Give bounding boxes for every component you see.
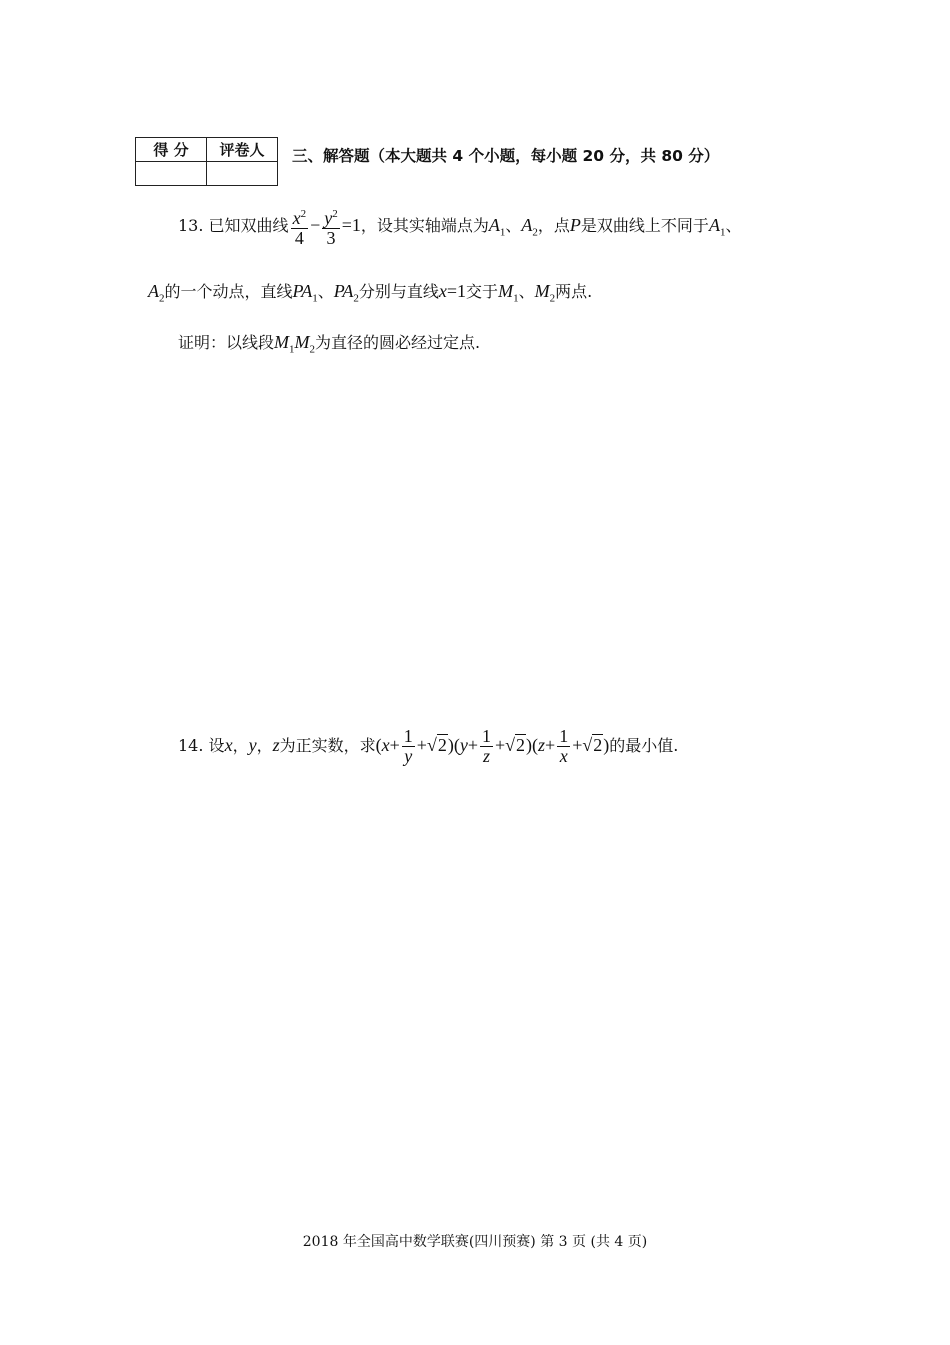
q13-line2: $A_2$的一个动点，直线$PA_1$、$PA_2$分别与直线x=1交于$M_1$、$M_2$两点. xyxy=(148,281,593,305)
score-cell[interactable] xyxy=(136,162,207,186)
two-points-text: 两点. xyxy=(555,282,593,301)
q14-number: 14. xyxy=(178,736,204,755)
q13-proof: 证明：以线段$M_1M_2$为直径的圆必经过定点. xyxy=(178,332,481,356)
score-label: 得 分 xyxy=(136,138,207,162)
point-text: ，点 xyxy=(537,216,570,235)
q13-intro: 已知双曲线 xyxy=(208,216,289,235)
comma: ， xyxy=(232,736,249,755)
sqrt-2: √2 xyxy=(505,735,526,755)
q14-positive: 为正实数，求 xyxy=(279,736,376,755)
separator: 、 xyxy=(725,216,742,235)
separator: 、 xyxy=(317,282,334,301)
fraction-x2-4: $\frac{x^2}{4}$ xyxy=(291,205,309,248)
q14-end: 的最小值. xyxy=(609,736,679,755)
sqrt-2: √2 xyxy=(582,735,603,755)
fraction-1-y: $\frac{1}{y}$ xyxy=(403,726,413,766)
fraction-y2-3: $\frac{y^2}{3}$ xyxy=(322,205,340,248)
score-table xyxy=(135,137,278,186)
fraction-1-z: $\frac{1}{z}$ xyxy=(481,726,491,766)
intersect-text: 分别与直线 xyxy=(358,282,439,301)
fraction-1-x: $\frac{1}{x}$ xyxy=(559,726,569,766)
comma: ， xyxy=(256,736,273,755)
proof-end: 为直径的圆必经过定点. xyxy=(315,333,481,352)
q13-line1: 13. 已知双曲线 $\frac{x^2}{4}$ − $\frac{y^2}{3}$ =1，设其实轴端点为$A_1$、$A_2$，点P是双曲线上不同于$A_1$、 xyxy=(178,205,741,248)
cross-text: 交于 xyxy=(466,282,499,301)
sqrt-2: √2 xyxy=(426,735,447,755)
q13-number: 13. xyxy=(178,216,204,235)
separator: 、 xyxy=(518,282,535,301)
section-title: 三、解答题（本大题共 4 个小题，每小题 20 分，共 80 分） xyxy=(292,147,720,165)
moving-point-text: 的一个动点，直线 xyxy=(164,282,293,301)
grader-cell[interactable] xyxy=(207,162,278,186)
grader-label: 评卷人 xyxy=(207,138,278,162)
not-same-text: 是双曲线上不同于 xyxy=(580,216,709,235)
separator: 、 xyxy=(505,216,522,235)
q13-after-equation: ，设其实轴端点为 xyxy=(360,216,489,235)
q14-intro: 设 xyxy=(208,736,225,755)
proof-intro: 证明：以线段 xyxy=(178,333,275,352)
q14-line: 14. 设x，y，z为正实数，求(x+ $\frac{1}{y}$ +√2)(y+ $\frac{1}{z}$ +√2)(z+ $\frac{1}{x}$ +√2)的最小值. xyxy=(178,726,679,766)
page-footer: 2018 年全国高中数学联赛(四川预赛) 第 3 页 (共 4 页) xyxy=(302,1234,648,1250)
